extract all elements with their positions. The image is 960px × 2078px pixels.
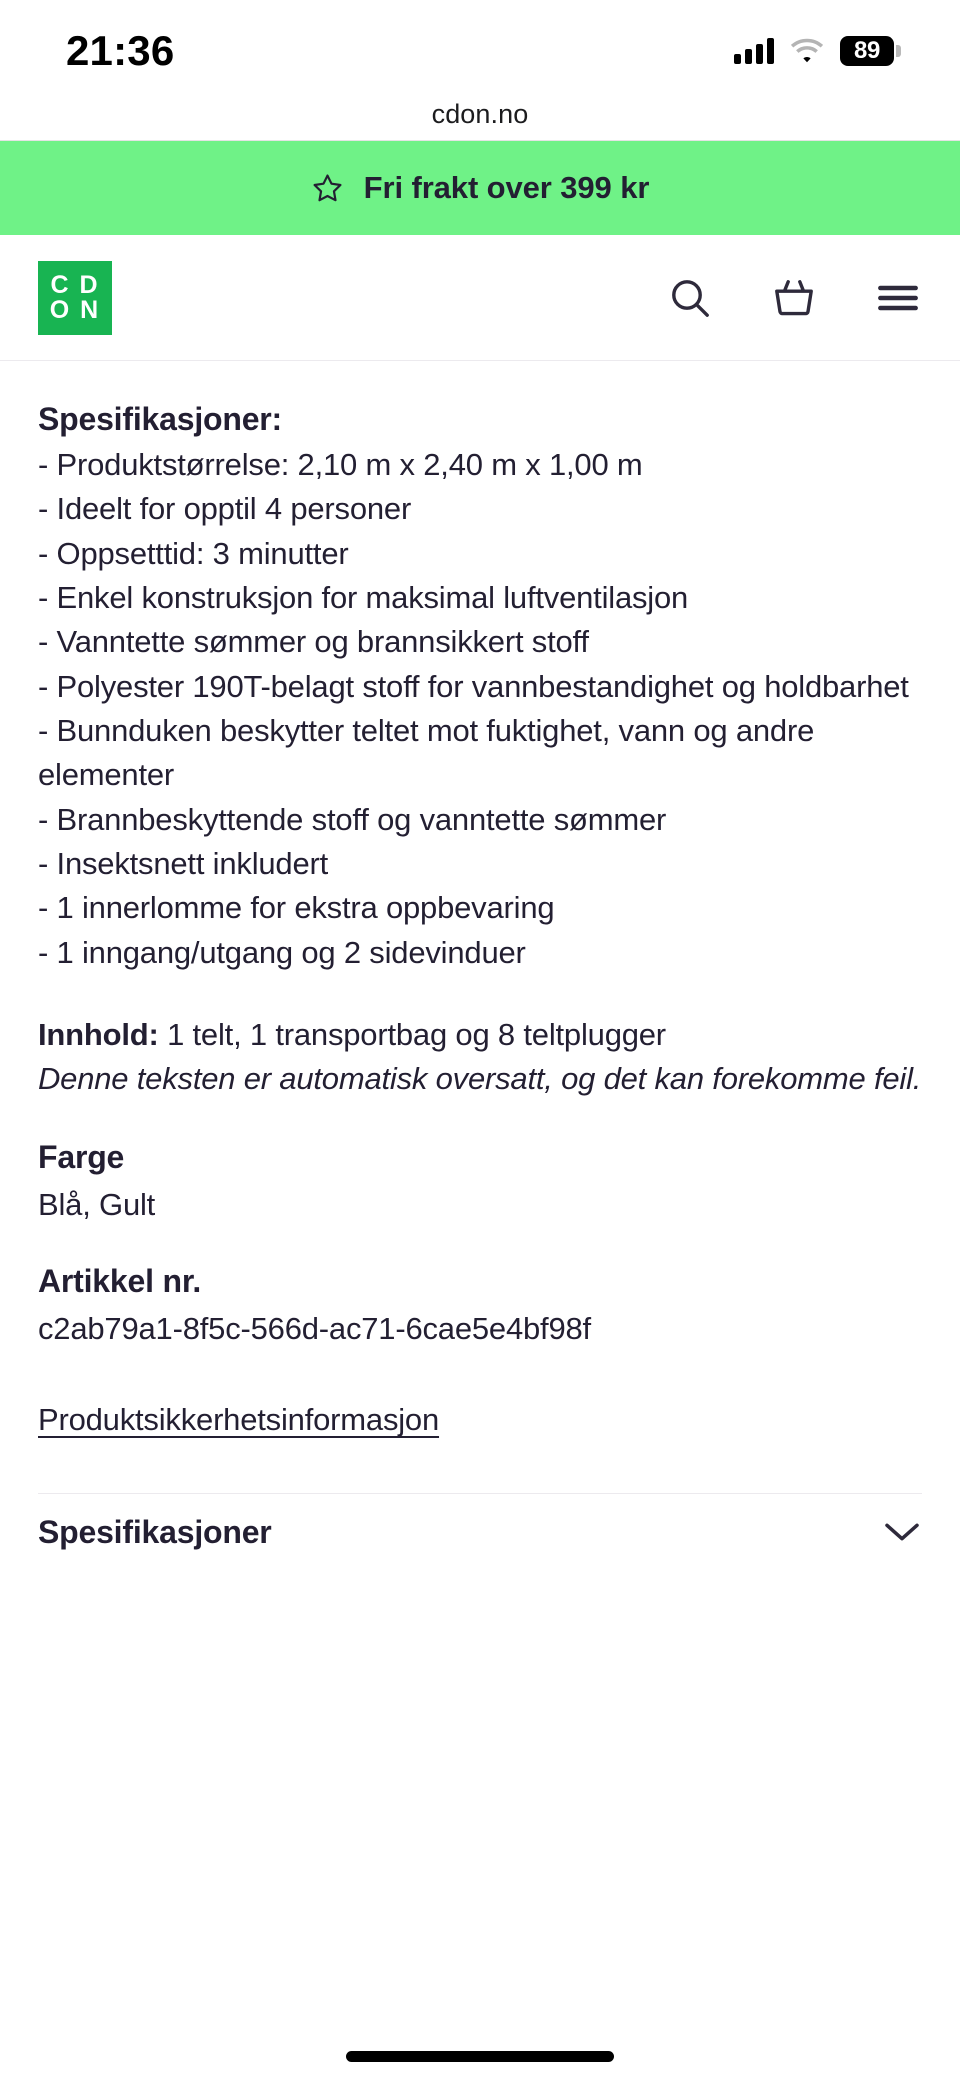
attribute-title-artikkelnr: Artikkel nr.: [38, 1262, 202, 1299]
attribute-value-artikkelnr: c2ab79a1-8f5c-566d-ac71-6cae5e4bf98f: [38, 1310, 591, 1346]
cdon-logo[interactable]: [38, 261, 112, 335]
chevron-down-icon: [882, 1520, 922, 1544]
site-header: [0, 235, 960, 361]
hamburger-menu-icon: [874, 274, 922, 322]
specifications-accordion-row[interactable]: [0, 1494, 960, 1570]
status-bar-time: 21:36: [66, 27, 175, 74]
spec-line: - 1 innerlomme for ekstra oppbevaring: [38, 890, 555, 926]
spec-line: - Produktstørrelse: 2,10 m x 2,40 m x 1,00 m: [38, 447, 643, 483]
header-actions: [662, 270, 926, 326]
free-shipping-text: Fri frakt over 399 kr: [363, 170, 650, 205]
basket-button[interactable]: [766, 270, 822, 326]
status-bar: [0, 0, 960, 88]
product-safety-information-link[interactable]: Produktsikkerhetsinformasjon: [38, 1402, 440, 1438]
specifications-heading: Spesifikasjoner:: [38, 401, 283, 437]
search-button[interactable]: [662, 270, 718, 326]
attribute-value-farge: Blå, Gult: [38, 1186, 156, 1222]
spec-line: - Enkel konstruksjon for maksimal luftventilasjon: [38, 580, 689, 616]
status-bar-indicators: [734, 36, 894, 66]
home-indicator: [346, 2051, 614, 2062]
free-shipping-banner[interactable]: [0, 140, 960, 235]
spec-line: - Ideelt for opptil 4 personer: [38, 491, 412, 527]
contents-line: [38, 1013, 922, 1057]
cdon-logo-line-2: O N: [49, 296, 101, 324]
spec-line: - Polyester 190T-belagt stoff for vannbestandighet og holdbarhet: [38, 668, 909, 704]
cellular-signal-icon: [734, 38, 774, 64]
battery-level-text: 89: [853, 37, 881, 64]
menu-button[interactable]: [870, 270, 926, 326]
browser-url-bar[interactable]: [0, 88, 960, 140]
specifications-accordion-label: Spesifikasjoner: [38, 1513, 272, 1550]
product-description-content: [0, 361, 960, 1494]
url-text: cdon.no: [431, 98, 529, 129]
wifi-icon: [790, 38, 824, 64]
spec-line: - 1 inngang/utgang og 2 sidevinduer: [38, 934, 526, 970]
contents-value: 1 telt, 1 transportbag og 8 teltplugger: [167, 1017, 666, 1053]
spec-line: - Bunnduken beskytter teltet mot fuktighet, vann og andre elementer: [38, 713, 815, 793]
spec-line: - Oppsetttid: 3 minutter: [38, 535, 349, 571]
spec-line: - Vanntette sømmer og brannsikkert stoff: [38, 624, 589, 660]
contents-label: Innhold:: [38, 1017, 159, 1053]
attribute-title-farge: Farge: [38, 1138, 125, 1175]
spec-line: - Brannbeskyttende stoff og vanntette sømmer: [38, 801, 667, 837]
star-icon: [311, 172, 344, 205]
cdon-logo-line-1: C D: [50, 270, 100, 299]
spec-line: - Insektsnett inkludert: [38, 846, 329, 882]
content-spacer: [38, 975, 922, 1013]
battery-icon: [840, 36, 894, 66]
search-icon: [666, 274, 714, 322]
basket-icon: [770, 274, 818, 322]
translation-disclaimer: Denne teksten er automatisk oversatt, og det kan forekomme feil.: [38, 1061, 922, 1097]
